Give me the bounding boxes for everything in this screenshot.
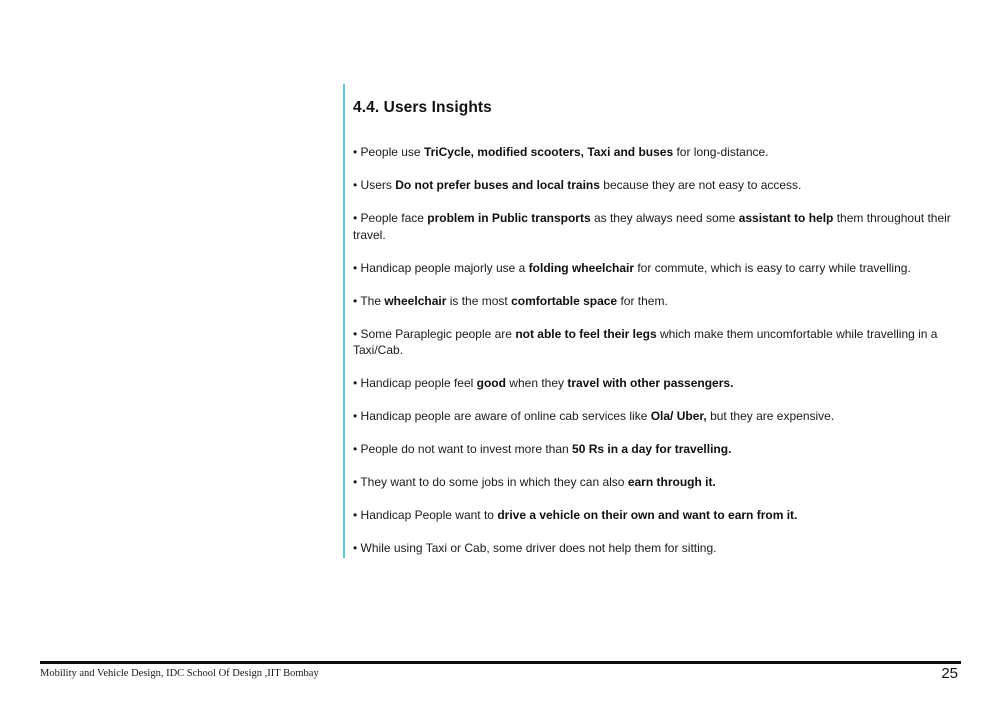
bullet-marker: • [353, 376, 361, 390]
bullet-text: People use [360, 145, 424, 159]
bullet-text: Users [360, 178, 396, 192]
bullet-marker: • [353, 293, 361, 308]
bullet-item [353, 177, 960, 194]
bullet-text: them throughout their travel. [353, 211, 951, 242]
bullet-text-bold: travel with other passengers. [567, 376, 734, 390]
bullet-text-bold: good [476, 376, 506, 390]
bullet-marker: • [353, 326, 361, 341]
bullet-list [353, 144, 960, 557]
bullet-marker: • [353, 508, 361, 522]
bullet-item [353, 540, 960, 557]
bullet-text: Handicap people are aware of online cab services like [360, 409, 651, 423]
bullet-text: for them. [617, 293, 668, 308]
bullet-text: but they are expensive. [706, 409, 835, 423]
bullet-marker: • [353, 178, 361, 192]
bullet-item [353, 408, 960, 425]
bullet-text-bold: 50 Rs in a day for travelling. [572, 442, 732, 456]
bullet-text-bold: not able to feel their legs [515, 326, 657, 341]
bullet-text-bold: drive a vehicle on their own and want to earn from it. [497, 508, 798, 522]
bullet-text: which make them uncomfortable while travelling in a Taxi/Cab. [353, 326, 938, 357]
bullet-text: The [360, 293, 385, 308]
bullet-text-bold: wheelchair [384, 293, 447, 308]
bullet-item [353, 144, 960, 161]
bullet-marker: • [353, 211, 361, 225]
bullet-marker: • [353, 475, 361, 489]
bullet-text: They want to do some jobs in which they can also [360, 475, 628, 489]
bullet-text: People face [360, 211, 428, 225]
bullet-item [353, 474, 960, 491]
bullet-text: While using Taxi or Cab, some driver does not help them for sitting. [360, 541, 717, 555]
bullet-text-bold: problem in Public transports [427, 211, 591, 225]
bullet-text-bold: Ola/ Uber, [650, 409, 707, 423]
bullet-item [353, 507, 960, 524]
bullet-item [353, 293, 960, 310]
bullet-text-bold: comfortable space [511, 293, 618, 308]
bullet-item [353, 375, 960, 392]
bullet-item [353, 210, 960, 243]
bullet-text-bold: Do not prefer buses and local trains [395, 178, 600, 192]
bullet-marker: • [353, 541, 361, 555]
section-title: 4.4. Users Insights [353, 99, 492, 116]
bullet-marker: • [353, 145, 361, 159]
bullet-text: for commute, which is easy to carry while travelling. [634, 260, 911, 275]
bullet-text: is the most [446, 293, 512, 308]
bullet-item [353, 326, 960, 359]
bullet-text-bold: TriCycle, modified scooters, Taxi and buses [423, 145, 674, 159]
footer-attribution: Mobility and Vehicle Design, IDC School Of Design ,IIT Bombay [40, 668, 319, 679]
bullet-text: People do not want to invest more than [360, 442, 573, 456]
content-section [343, 84, 960, 558]
footer-divider [40, 661, 961, 664]
bullet-item [353, 260, 960, 277]
bullet-text: Some Paraplegic people are [360, 326, 516, 341]
bullet-text-bold: earn through it. [627, 475, 716, 489]
bullet-text: because they are not easy to access. [599, 178, 802, 192]
bullet-text: when they [505, 376, 568, 390]
bullet-item [353, 441, 960, 458]
bullet-text: as they always need some [590, 211, 739, 225]
bullet-text: Handicap people majorly use a [360, 260, 529, 275]
bullet-text-bold: assistant to help [738, 211, 834, 225]
bullet-text: Handicap People want to [360, 508, 498, 522]
page-number: 25 [941, 665, 958, 682]
bullet-text-bold: folding wheelchair [528, 260, 635, 275]
bullet-text: Handicap people feel [360, 376, 477, 390]
bullet-marker: • [353, 409, 361, 423]
bullet-text: for long-distance. [673, 145, 769, 159]
bullet-marker: • [353, 442, 361, 456]
bullet-marker: • [353, 260, 361, 275]
